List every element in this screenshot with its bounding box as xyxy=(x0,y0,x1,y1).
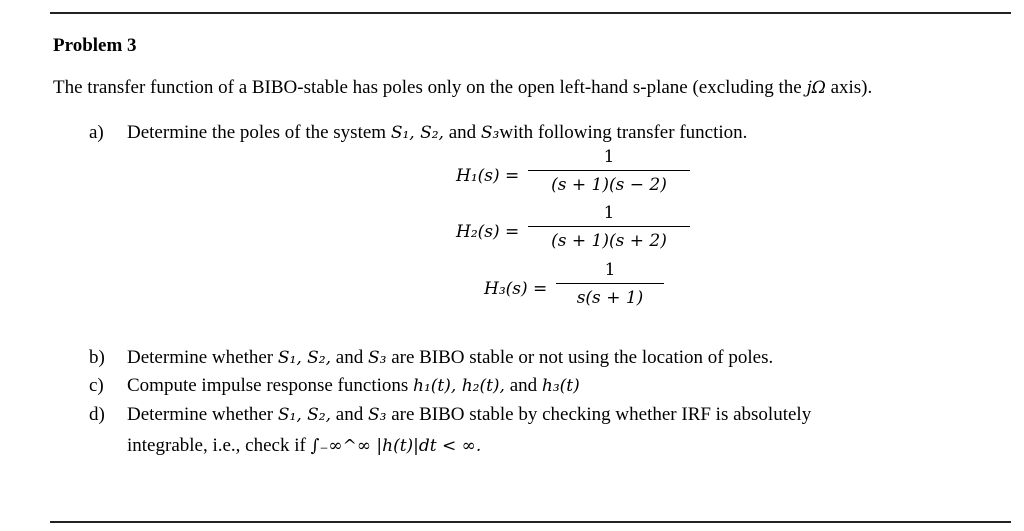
denominator: (s + 1)(s − 2) xyxy=(551,175,667,196)
problem-title: Problem 3 xyxy=(53,35,137,56)
intro-tail: axis). xyxy=(825,77,873,98)
item-math: S₃ xyxy=(367,405,387,425)
item-d xyxy=(89,404,811,426)
fraction-bar xyxy=(556,283,664,284)
item-math: S₁, S₂, xyxy=(277,405,332,425)
numerator: 1 xyxy=(603,147,615,167)
item-text: and xyxy=(504,375,542,396)
item-d-continuation xyxy=(127,435,481,457)
item-math: h₃(t) xyxy=(541,376,580,396)
item-text: Determine whether xyxy=(127,347,278,368)
item-text: Compute impulse response functions xyxy=(127,375,414,396)
intro-paragraph xyxy=(53,77,872,99)
item-a xyxy=(89,122,747,144)
fraction xyxy=(528,146,690,196)
item-math: S₃ xyxy=(480,123,500,143)
integral-math: ∫₋∞^∞ |h(t)|dt < ∞. xyxy=(310,436,482,456)
item-text: and xyxy=(331,347,368,368)
denominator: (s + 1)(s + 2) xyxy=(551,231,667,252)
numerator: 1 xyxy=(603,203,615,223)
item-label: b) xyxy=(89,347,105,368)
fraction-bar xyxy=(528,226,690,227)
equation-lhs: H₁(s) = xyxy=(456,166,520,186)
item-text: are BIBO stable by checking whether IRF is absolutely xyxy=(386,404,812,425)
item-math: S₃ xyxy=(367,348,387,368)
item-text: and xyxy=(443,122,481,143)
item-text: with following transfer function. xyxy=(499,122,748,143)
intro-math: jΩ xyxy=(806,78,826,98)
equation-lhs: H₃(s) = xyxy=(484,279,548,299)
top-rule xyxy=(50,12,1011,14)
denominator: s(s + 1) xyxy=(576,288,644,309)
item-text: are BIBO stable or not using the location of poles. xyxy=(386,347,774,368)
item-text: Determine the poles of the system xyxy=(127,122,391,143)
item-math: h₁(t), h₂(t), xyxy=(413,376,505,396)
item-math: S₁, S₂, xyxy=(277,348,332,368)
item-c xyxy=(89,375,580,397)
numerator: 1 xyxy=(604,260,616,280)
item-text: integrable, i.e., check if xyxy=(127,435,311,456)
intro-text: The transfer function of a BIBO-stable has poles only on the open left-hand s-plane (excluding the xyxy=(53,77,807,98)
bottom-rule xyxy=(50,521,1011,523)
item-text: Determine whether xyxy=(127,404,278,425)
item-label: d) xyxy=(89,404,105,425)
fraction-bar xyxy=(528,170,690,171)
fraction xyxy=(556,259,664,309)
item-label: c) xyxy=(89,375,104,396)
item-math: S₁, S₂, xyxy=(390,123,444,143)
fraction xyxy=(528,202,690,252)
item-label: a) xyxy=(89,122,104,143)
equation-lhs: H₂(s) = xyxy=(456,222,520,242)
item-b xyxy=(89,347,773,369)
item-text: and xyxy=(331,404,368,425)
